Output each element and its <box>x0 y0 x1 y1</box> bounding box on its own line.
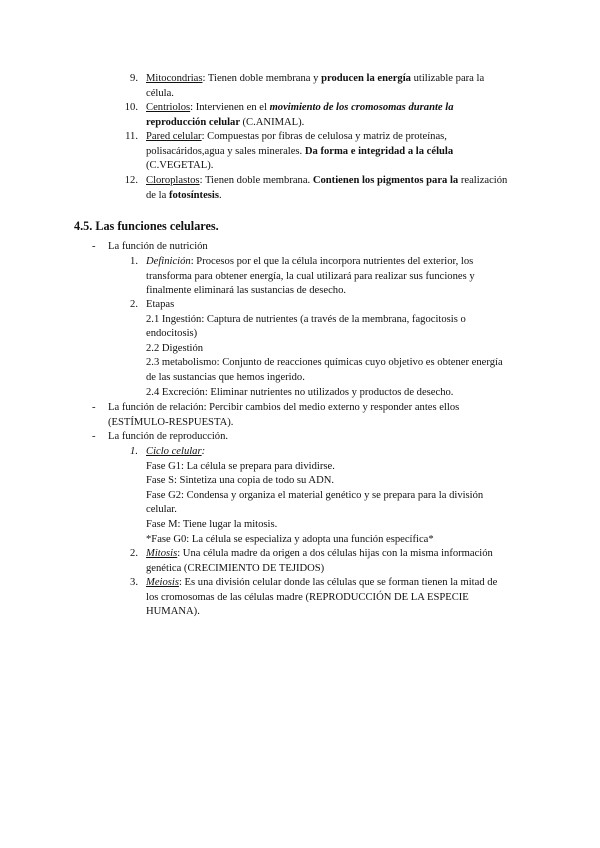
text-segment: : Compuestas por fibras de celulosa y matriz de proteínas, <box>201 131 447 142</box>
list-number: 1. <box>130 446 138 457</box>
text-line <box>146 130 453 145</box>
organelle-item <box>146 72 484 101</box>
text-segment: (C.ANIMAL). <box>242 116 305 128</box>
organelle-term: Cloroplastos <box>146 175 200 186</box>
fase-line: Fase G1: La célula se prepara para dividirse. <box>146 460 335 472</box>
list-number: 12. <box>124 175 138 186</box>
text-segment: movimiento de los cromosomas durante la <box>269 102 454 113</box>
meiosis-paragraph: Meiosis: Es una división celular donde las células que se forman tienen la mitad de los cromosomas de las células madre (REPRODUCCIÓN DE LA ESPECIE HUMANA). <box>146 577 498 618</box>
text-line <box>146 174 507 189</box>
etapa-line: de las sustancias que hemos ingerido. <box>146 371 305 383</box>
fase-line: *Fase G0: La célula se especializa y adopta una función específica* <box>146 533 434 545</box>
organelle-item <box>146 130 453 174</box>
etapa-line: 2.1 Ingestión: Captura de nutrientes (a través de la membrana, fagocitosis o <box>146 313 466 325</box>
etapas-label: Etapas <box>146 299 175 310</box>
meiosis-term: Meiosis <box>146 577 179 588</box>
organelle-term: Pared celular <box>146 131 202 142</box>
list-number: 2. <box>130 548 138 559</box>
definicion-term: Definición <box>146 256 191 267</box>
text-segment: Contienen los pigmentos para la <box>312 175 461 186</box>
text-segment: Da forma e integridad a la célula <box>304 145 454 157</box>
text-segment: : Intervienen en el <box>190 102 270 113</box>
text-segment: polisacáridos,agua y sales minerales. <box>146 145 305 157</box>
bullet-dash: - <box>92 402 96 413</box>
text-line <box>146 159 453 174</box>
mitosis-term: Mitosis <box>146 548 178 559</box>
list-number: 10. <box>124 102 138 113</box>
nutricion-label: La función de nutrición <box>108 241 208 252</box>
list-number: 9. <box>130 73 138 84</box>
relacion-paragraph: La función de relación: Percibir cambios del medio externo y responder antes ellos (ESTÍMULO-RESPUESTA). <box>108 402 460 428</box>
text-line <box>146 116 454 131</box>
definicion-paragraph: Definición: Procesos por el que la célula incorpora nutrientes del exterior, los transforma para obtener energía, la cual utilizará para realizar sus funciones y finalmente eliminará las sustancias de desecho. <box>146 256 475 297</box>
ciclo-celular-term: Ciclo celular <box>146 446 202 457</box>
text-segment: fotosíntesis <box>168 189 219 201</box>
list-number: 3. <box>130 577 138 588</box>
list-number: 2. <box>130 299 138 310</box>
text-segment: realización <box>460 175 508 186</box>
fase-line: Fase S: Sintetiza una copia de todo su ADN. <box>146 475 335 487</box>
organelle-item <box>146 101 454 130</box>
fase-line: celular. <box>146 504 177 516</box>
reproduccion-label: La función de reproducción. <box>108 431 229 442</box>
text-segment: de la <box>146 189 169 201</box>
text-line <box>146 101 454 116</box>
text-line <box>146 189 507 204</box>
bullet-dash: - <box>92 431 96 442</box>
text-line <box>146 145 453 160</box>
etapa-line: 2.4 Excreción: Eliminar nutrientes no utilizados y productos de desecho. <box>146 386 454 398</box>
fase-line: Fase G2: Condensa y organiza el material genético y se prepara para la división <box>146 489 484 501</box>
text-segment: . <box>218 189 222 201</box>
organelle-item <box>146 174 507 203</box>
etapa-line: 2.3 metabolismo: Conjunto de reacciones químicas cuyo objetivo es obtener energía <box>146 357 503 369</box>
organelle-term: Centriolos <box>146 102 191 113</box>
text-line <box>146 87 484 102</box>
list-number: 11. <box>125 131 138 142</box>
text-segment: reproducción celular <box>146 116 243 128</box>
organelle-term: Mitocondrias <box>146 73 203 84</box>
text-segment: : Tienen doble membrana. <box>199 175 313 186</box>
text-segment: célula. <box>146 87 174 99</box>
mitosis-paragraph: Mitosis: Una célula madre da origen a dos células hijas con la misma información genética (CRECIMIENTO DE TEJIDOS) <box>146 548 493 574</box>
bullet-dash: - <box>92 241 96 252</box>
section-title: 4.5. Las funciones celulares. <box>74 219 219 233</box>
text-segment: producen la energía <box>321 73 414 84</box>
list-number: 1. <box>130 256 138 267</box>
etapas-block <box>146 298 503 400</box>
fase-line: Fase M: Tiene lugar la mitosis. <box>146 518 278 530</box>
text-segment: (C.VEGETAL). <box>146 160 214 172</box>
etapa-line: 2.2 Digestión <box>146 342 204 354</box>
text-line <box>146 72 484 87</box>
etapa-line: endocitosis) <box>146 328 198 340</box>
text-segment: utilizable para la <box>413 73 485 84</box>
ciclo-celular-block: Ciclo celular: Fase G1: La célula se prepara para dividirse. Fase S: Sintetiza una copia de todo su ADN. Fase G2: Condensa y organiza el material genético y se prepara para la división celular. Fase M: Tiene lugar la mitosis. *Fase G0: La célula se especializa y adopta una función específica* <box>146 445 483 547</box>
text-segment: : Tienen doble membrana y <box>202 73 322 84</box>
